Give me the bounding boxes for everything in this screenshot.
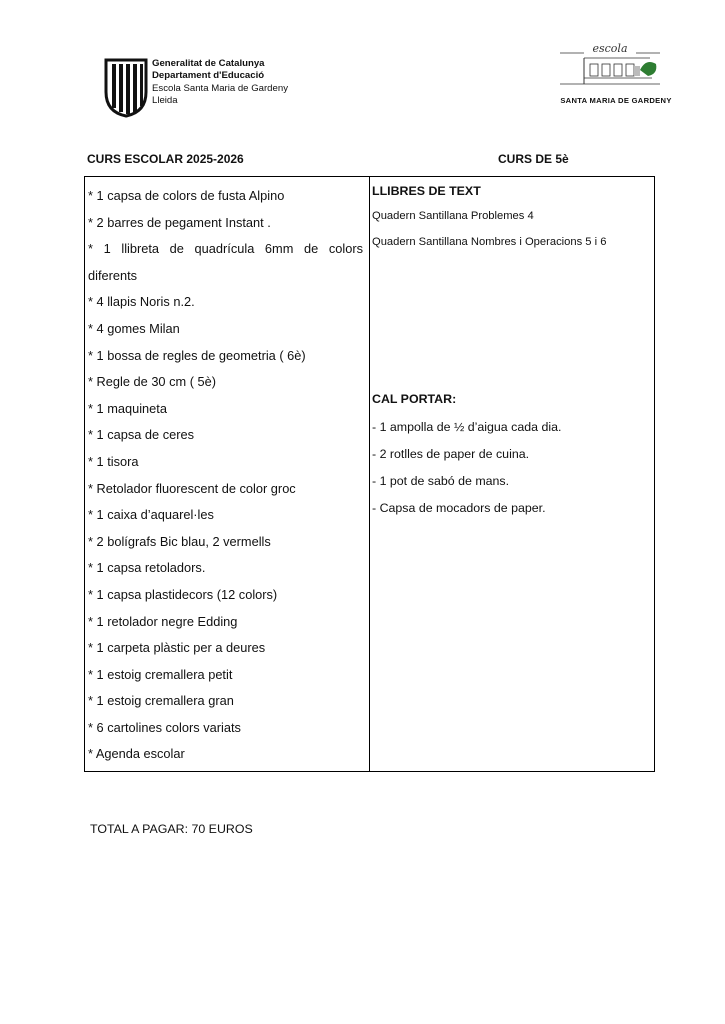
list-item: * 1 capsa de colors de fusta Alpino (88, 188, 285, 203)
total-to-pay: TOTAL A PAGAR: 70 EUROS (90, 822, 253, 836)
carry-item: - 1 pot de sabó de mans. (372, 474, 510, 488)
books-heading: LLIBRES DE TEXT (372, 184, 481, 198)
list-item: * 1 maquineta (88, 400, 167, 416)
materials-table (84, 176, 655, 772)
carry-item: - Capsa de mocadors de paper. (372, 501, 546, 515)
list-item: * 1 tisora (88, 453, 139, 469)
institution-line: Departament d'Educació (152, 70, 265, 82)
list-item: * 1 retolador negre Edding (88, 613, 238, 629)
list-item: * 2 barres de pegament Instant . (88, 214, 271, 230)
list-item: * 4 llapis Noris n.2. (88, 294, 195, 310)
list-item: * 2 bolígrafs Bic blau, 2 vermells (88, 533, 271, 549)
institution-line: Generalitat de Catalunya (152, 58, 265, 69)
carry-heading: CAL PORTAR: (372, 392, 457, 406)
carry-item: - 1 ampolla de ½ d’aigua cada dia. (372, 420, 562, 434)
school-logo-word: escola (592, 42, 628, 55)
list-item: * 1 estoig cremallera petit (88, 666, 233, 682)
list-item: * 1 capsa de ceres (88, 427, 194, 443)
list-item: * Agenda escolar (88, 746, 185, 762)
course-year: CURS ESCOLAR 2025-2026 (87, 152, 244, 166)
list-item: * 4 gomes Milan (88, 320, 180, 336)
list-item: * 1 bossa de regles de geometria ( 6è) (88, 347, 306, 363)
list-item: * 1 carpeta plàstic per a deures (88, 640, 266, 656)
carry-item: - 2 rotlles de paper de cuina. (372, 447, 530, 461)
book-item: Quadern Santillana Problemes 4 (372, 210, 534, 222)
school-name: SANTA MARIA DE GARDENY (560, 96, 672, 105)
list-item: diferents (88, 267, 138, 283)
list-item: * 1 llibreta de quadrícula 6mm de colors (88, 241, 363, 257)
list-item: * 1 capsa retoladors. (88, 560, 206, 576)
list-item: * 6 cartolines colors variats (88, 719, 241, 735)
book-item: Quadern Santillana Nombres i Operacions 5 i 6 (372, 236, 607, 248)
institution-line: Escola Santa Maria de Gardeny (152, 82, 288, 94)
course-level: CURS DE 5è (498, 152, 569, 166)
list-item: * 1 caixa d’aquarel·les (88, 507, 214, 523)
institution-block (152, 58, 288, 108)
list-item: * 1 capsa plastidecors (12 colors) (88, 586, 278, 602)
list-item: * Regle de 30 cm ( 5è) (88, 374, 217, 390)
list-item: * 1 estoig cremallera gran (88, 693, 234, 709)
materials-list (88, 183, 363, 768)
list-item: * Retolador fluorescent de color groc (88, 480, 296, 496)
generalitat-logo-icon (103, 58, 149, 118)
institution-line: Lleida (152, 95, 178, 107)
column-divider (369, 177, 370, 771)
